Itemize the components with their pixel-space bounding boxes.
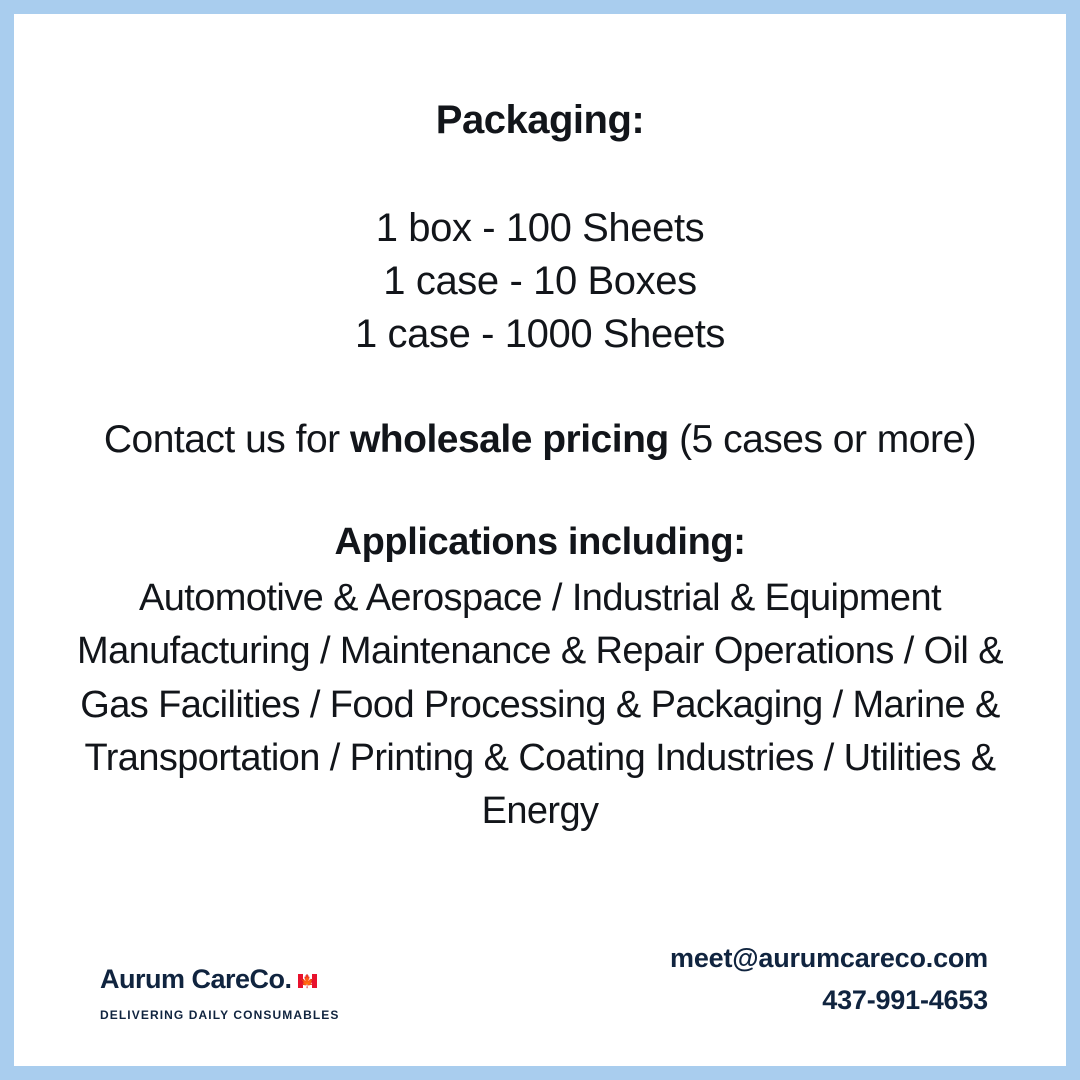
wholesale-prefix: Contact us for — [103, 418, 350, 462]
brand-name-line2: Co. — [249, 964, 292, 995]
poster-card — [14, 14, 1066, 1066]
brand-block — [100, 964, 340, 1022]
brand-name — [100, 964, 320, 996]
packaging-line: 1 case - 1000 Sheets — [354, 311, 726, 356]
canada-flag-icon: 🍁 — [299, 973, 315, 989]
packaging-heading: Packaging: — [435, 98, 645, 142]
applications-body: Automotive & Aerospace / Industrial & Equipment Manufacturing / Maintenance & Repair Operations / Oil & Gas Facilities / Food Processing & Packaging / Marine & Transportation / Printing & Coating Industries / Utilities & Energy — [77, 577, 1003, 832]
packaging-line: 1 box - 100 Sheets — [375, 206, 705, 250]
applications-heading: Applications including: — [334, 521, 746, 564]
wholesale-emphasis: wholesale pricing — [349, 418, 669, 462]
poster-footer — [14, 938, 1066, 1022]
brand-name-line1: Aurum Care — [100, 964, 250, 995]
wholesale-pricing-note — [54, 416, 1026, 465]
contact-email[interactable]: meet@aurumcareco.com — [670, 943, 988, 974]
poster-content — [14, 14, 1066, 838]
contact-phone[interactable]: 437-991-4653 — [822, 985, 988, 1016]
packaging-line: 1 case - 10 Boxes — [383, 258, 697, 303]
wholesale-suffix: (5 cases or more) — [668, 418, 977, 462]
brand-tagline: DELIVERING DAILY CONSUMABLES — [100, 1008, 340, 1022]
contact-block — [670, 938, 988, 1022]
packaging-list — [54, 202, 1026, 360]
